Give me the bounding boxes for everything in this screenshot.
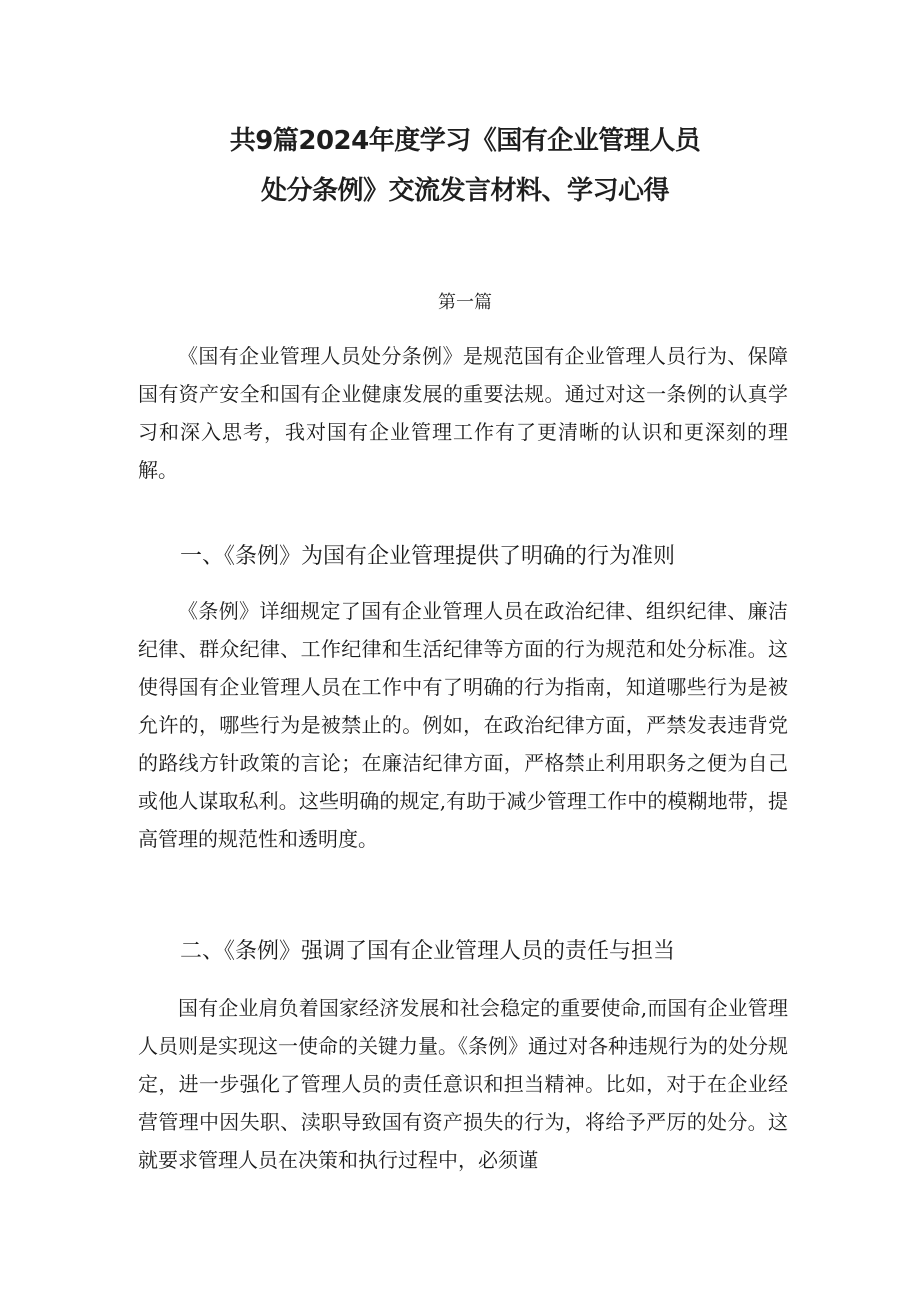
section-2-heading: 二、《条例》强调了国有企业管理人员的责任与担当 <box>180 939 676 964</box>
chapter-label: 第一篇 <box>438 292 492 313</box>
section-1-heading: 一、《条例》为国有企业管理提供了明确的行为准则 <box>180 544 676 569</box>
section-1-paragraph: 《条例》详细规定了国有企业管理人员在政治纪律、组织纪律、廉洁纪律、群众纪律、工作纪律和生活纪律等方面的行为规范和处分标准。这使得国有企业管理人员在工作中有了明确的行为指南，知道哪些行为是被允许的，哪些行为是被禁止的。例如，在政治纪律方面，严禁发表违背党的路线方针政策的言论；在廉洁纪律方面，严格禁止利用职务之便为自己或他人谋取私利。这些明确的规定,有助于减少管理工作中的模糊地带，提高管理的规范性和透明度。 <box>138 599 788 851</box>
section-2-paragraph: 国有企业肩负着国家经济发展和社会稳定的重要使命,而国有企业管理人员则是实现这一使命的关键力量。《条例》通过对各种违规行为的处分规定，进一步强化了管理人员的责任意识和担当精神。比如，对于在企业经营管理中因失职、渎职导致国有资产损失的行为，将给予严厉的处分。这就要求管理人员在决策和执行过程中，必须谨 <box>138 996 788 1172</box>
intro-paragraph: 《国有企业管理人员处分条例》是规范国有企业管理人员行为、保障国有资产安全和国有企业健康发展的重要法规。通过对这一条例的认真学习和深入思考，我对国有企业管理工作有了更清晰的认识和更深刻的理解。 <box>138 344 788 482</box>
document-title-line-1: 共9篇2024年度学习《国有企业管理人员 <box>229 126 701 156</box>
document-title-line-2: 处分条例》交流发言材料、学习心得 <box>260 176 669 206</box>
